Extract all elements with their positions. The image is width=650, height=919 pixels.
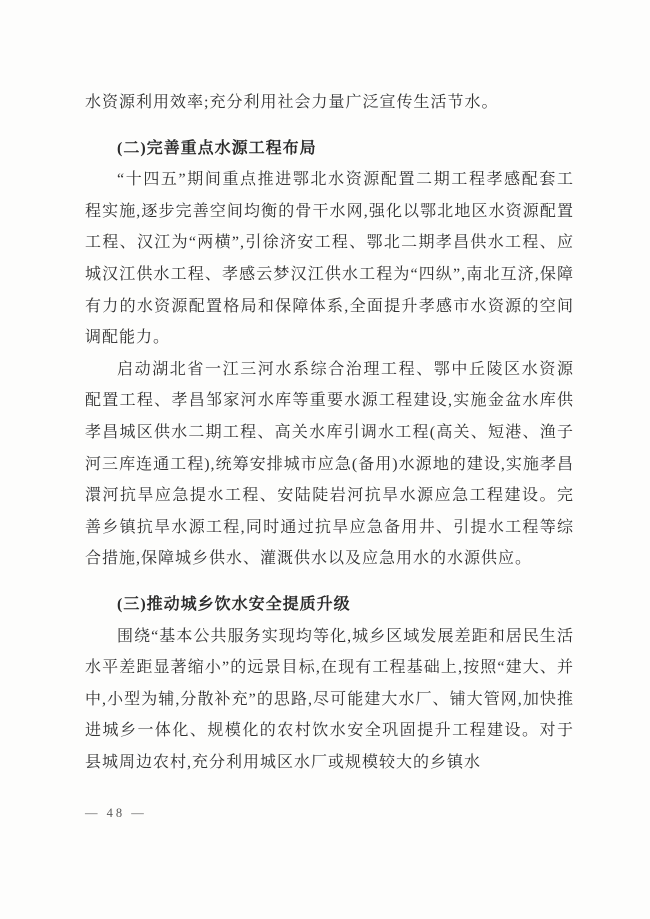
- document-body: [85, 87, 574, 778]
- section-heading-2: (二)完善重点水源工程布局: [117, 139, 317, 157]
- section-heading-3: (三)推动城乡饮水安全提质升级: [117, 595, 351, 613]
- paragraph-water-network: “十四五”期间重点推进鄂北水资源配置二期工程孝感配套工程实施,逐步完善空间均衡的骨干水网,强化以鄂北地区水资源配置工程、汉江为“两横”,引徐济安工程、鄂北二期孝昌供水工程、应城汉江供水工程、孝感云梦汉江供水工程为“四纵”,南北互济,保障有力的水资源配置格局和保障体系,全面提升孝感市水资源的空间调配能力。: [85, 171, 574, 347]
- paragraph-continuation: 水资源利用效率;充分利用社会力量广泛宣传生活节水。: [85, 94, 499, 111]
- paragraph-water-source-projects: 启动湖北省一江三河水系综合治理工程、鄂中丘陵区水资源配置工程、孝昌邹家河水库等重要水源工程建设,实施金盆水库供孝昌城区供水二期工程、高关水库引调水工程(高关、短港、渔子河三库连通工程),统筹安排城市应急(备用)水源地的建设,实施孝昌澴河抗旱应急提水工程、安陆陡岩河抗旱水源应急工程建设。完善乡镇抗旱水源工程,同时通过抗旱应急备用井、引提水工程等综合措施,保障城乡供水、灌溉供水以及应急用水的水源供应。: [85, 360, 574, 568]
- paragraph-drinking-water: 围绕“基本公共服务实现均等化,城乡区域发展差距和居民生活水平差距显著缩小”的远景目标,在现有工程基础上,按照“建大、并中,小型为辅,分散补充”的思路,尽可能建大水厂、铺大管网,加快推进城乡一体化、规模化的农村饮水安全巩固提升工程建设。对于县城周边农村,充分利用城区水厂或规模较大的乡镇水: [85, 627, 574, 771]
- page-number: — 48 —: [85, 806, 147, 820]
